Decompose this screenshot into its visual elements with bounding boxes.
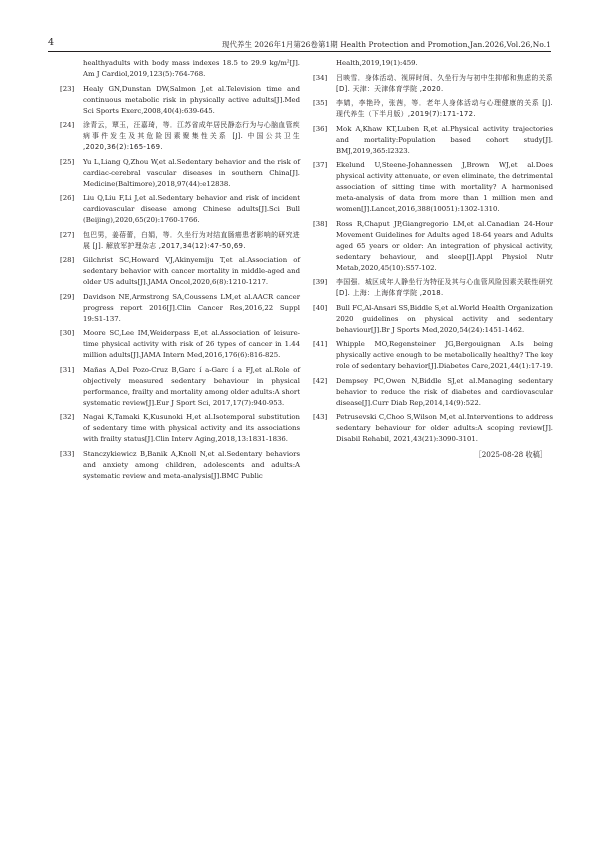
reference-number: [34]	[313, 73, 328, 82]
reference-number: [24]	[60, 121, 75, 129]
reference-number: [35]	[313, 99, 328, 107]
reference-text: Petrusevski C,Choo S,Wilson M,et al.Interventions to address sedentary behaviour for older adults:A scoping review[J]. Disabil Rehabil, 2021,43(21):3090-3101.	[336, 413, 553, 443]
reference-text: Whipple MO,Regensteiner JG,Bergouignan A.Is being physically active enough to be metabolically healthy? The key role of sedentary behavior[J].Diabetes Care,2021,44(1):17-19.	[336, 340, 553, 370]
reference-text: 吕映雪．身体活动、视屏时间、久坐行为与初中生抑郁和焦虑的关系 [D]. 天津：天津体育学院 ,2020.	[336, 73, 553, 93]
reference-number: [26]	[60, 194, 75, 202]
page-header	[48, 38, 551, 52]
reference-number: [31]	[60, 365, 75, 374]
reference-entry	[60, 449, 300, 482]
journal-running-header: 现代养生 2026年1月第26卷第1期 Health Protection and Promotion,Jan.2026,Vol.26,No.1	[221, 40, 551, 49]
reference-number: [25]	[60, 157, 75, 166]
reference-text: Health,2019,19(1):459.	[336, 59, 418, 67]
reference-number: [27]	[60, 230, 75, 239]
reference-text: 李国强．城区成年人静坐行为特征及其与心血管风险因素关联性研究 [D]. 上海：上海体育学院 ,2018.	[336, 278, 553, 297]
reference-entry	[313, 124, 553, 157]
reference-text: Stanczykiewicz B,Banik A,Knoll N,et al.Sedentary behaviors and anxiety among children, adolescents and adults:A systematic review and meta-analysis[J].BMC Public	[83, 449, 300, 480]
reference-number: [36]	[313, 124, 328, 133]
reference-entry	[313, 58, 553, 69]
reference-entry	[60, 292, 300, 325]
reference-text: Mok A,Khaw KT,Luben R,et al.Physical activity trajectories and mortality:Population based cohort study[J]. BMJ,2019,365:l2323.	[336, 124, 553, 155]
reference-number: [33]	[60, 449, 75, 458]
reference-entry	[313, 277, 553, 299]
received-date: ［2025-08-28 收稿］	[474, 449, 547, 459]
reference-entry	[60, 365, 300, 409]
reference-number: [30]	[60, 329, 75, 337]
reference-entry	[60, 230, 300, 252]
reference-text: Liu Q,Liu F,Li J,et al.Sedentary behavior and risk of incident cardiovascular disease among Chinese adults[J].Sci Bull (Beijing),2020,65(20):1760-1766.	[83, 194, 300, 224]
reference-number: [41]	[313, 340, 328, 348]
reference-entry	[313, 412, 553, 445]
reference-text: healthyadults with body mass indexes 18.5 to 29.9 kg/m²[J]. Am J Cardiol,2019,123(5):764-768.	[83, 59, 300, 78]
reference-text: Bull FC,Al-Ansari SS,Biddle S,et al.World Health Organization 2020 guidelines on physical activity and sedentary behaviour[J].Br J Sports Med,2020,54(24):1451-1462.	[336, 303, 553, 334]
page-number: 4	[48, 37, 55, 48]
reference-entry	[60, 84, 300, 117]
reference-list-right	[313, 58, 553, 445]
reference-number: [23]	[60, 84, 75, 93]
reference-entry	[313, 219, 553, 274]
reference-number: [38]	[313, 219, 328, 228]
reference-text: Mañas A,Del Pozo-Cruz B,Garc í a-Garc í a FJ,et al.Role of objectively measured sedentary behaviour in physical performance, frailty and mortality among older adults:A short systematic review[J].Eur J Sport Sci, 2017,17(7):940-953.	[83, 365, 300, 407]
reference-number: [29]	[60, 292, 75, 301]
reference-entry	[60, 412, 300, 445]
reference-entry	[313, 73, 553, 95]
reference-number: [40]	[313, 303, 328, 312]
reference-number: [37]	[313, 161, 328, 169]
reference-text: 涂青云，覃玉，汪嘉琦，等．江苏省成年居民静态行为与心脑血管疾病事件发生及其危险因素聚集性关系 [J]. 中国公共卫生 ,2020,36(2):165-169.	[83, 121, 300, 151]
reference-entry	[60, 328, 300, 361]
reference-entry	[60, 58, 300, 80]
reference-entry	[60, 255, 300, 288]
reference-text: Ekelund U,Steene-Johannessen J,Brown WJ,et al.Does physical activity attenuate, or even eliminate, the detrimental association of sitting time with mortality? A harmonised meta-analysis of data from more than 1 million men and women[J].Lancet,2016,388(10051):1302-1310.	[336, 161, 553, 213]
reference-entry	[60, 157, 300, 190]
reference-text: 包巴男，姜蓓蕾，白娟，等．久坐行为对结直肠癌患者影响的研究进展 [J]. 解放军护理杂志 ,2017,34(12):47-50,69.	[83, 230, 300, 250]
reference-text: Yu L,Liang Q,Zhou W,et al.Sedentary behavior and the risk of cardiac-cerebral vascular diseases in southern China[J]. Medicine(Baltimore),2018,97(44):e12838.	[83, 157, 300, 188]
reference-text: Dempsey PC,Owen N,Biddle SJ,et al.Managing sedentary behavior to reduce the risk of diabetes and cardiovascular disease[J].Curr Diab Rep,2014,14(9):522.	[336, 376, 553, 407]
reference-number: [39]	[313, 278, 328, 286]
reference-entry	[313, 339, 553, 372]
reference-text: Moore SC,Lee IM,Weiderpass E,et al.Association of leisure-time physical activity with risk of 26 types of cancer in 1.44 million adults[J].JAMA Intern Med,2016,176(6):816-825.	[83, 329, 300, 359]
reference-entry	[313, 376, 553, 409]
reference-number: [42]	[313, 376, 328, 385]
reference-list-right-column	[313, 58, 553, 460]
reference-text: Gilchrist SC,Howard VJ,Akinyemiju T,et al.Association of sedentary behavior with cancer mortality in middle-aged and older US adults[J].JAMA Oncol,2020,6(8):1210-1217.	[83, 256, 300, 286]
reference-text: 李婧，李艳玲，张茜，等．老年人身体活动与心理健康的关系 [J]. 现代养生（下半月版）,2019(7):171-172.	[336, 99, 553, 118]
reference-text: Healy GN,Dunstan DW,Salmon J,et al.Television time and continuous metabolic risk in physically active adults[J].Med Sci Sports Exerc,2008,40(4):639-645.	[83, 84, 300, 115]
reference-number: [28]	[60, 256, 75, 264]
reference-entry	[313, 98, 553, 120]
reference-text: Nagai K,Tamaki K,Kusunoki H,et al.Isotemporal substitution of sedentary time with physical activity and its associations with frailty status[J].Clin Interv Aging,2018,13:1831-1836.	[83, 413, 300, 443]
reference-text: Ross R,Chaput JP,Giangregorio LM,et al.Canadian 24-Hour Movement Guidelines for Adults aged 18-64 years and Adults aged 65 years or older: An integration of physical activity, sedentary behaviour, and sleep[J].Appl Physiol Nutr Metab,2020,45(10):S57-102.	[336, 219, 553, 272]
reference-entry	[313, 303, 553, 336]
reference-text: Davidson NE,Armstrong SA,Coussens LM,et al.AACR cancer progress report 2016[J].Clin Cancer Res,2016,22 Suppl 19:S1-137.	[83, 292, 300, 323]
reference-entry	[313, 160, 553, 215]
reference-entry	[60, 193, 300, 226]
reference-number: [43]	[313, 413, 328, 421]
reference-list-left-column	[60, 58, 300, 485]
reference-number: [32]	[60, 413, 75, 421]
reference-entry	[60, 120, 300, 153]
